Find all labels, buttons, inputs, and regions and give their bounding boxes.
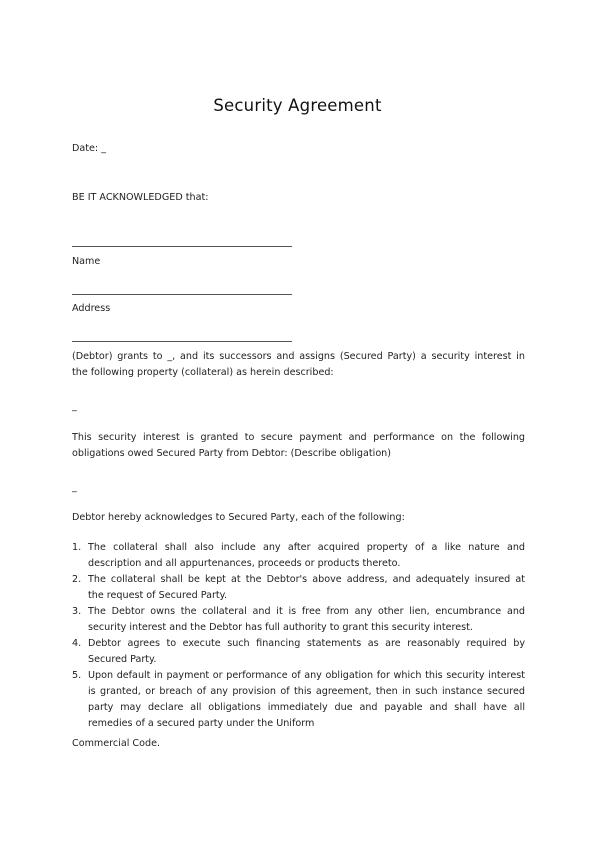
name-label: Name: [72, 256, 101, 267]
debtor-signature-rule: [72, 341, 292, 342]
secure-line-1: This security interest is granted to secure payment and performance on the following: [72, 432, 525, 443]
list-item-number: 1.: [72, 542, 82, 553]
list-item-line: The collateral shall be kept at the Debtor's above address, and adequately insured at: [88, 574, 525, 585]
list-item-number: 5.: [72, 670, 82, 681]
list-item-line: Secured Party.: [88, 654, 157, 665]
closing-line: Commercial Code.: [72, 738, 161, 749]
collateral-blank: _: [72, 401, 77, 412]
list-item-number: 3.: [72, 606, 82, 617]
address-signature-rule: [72, 294, 292, 295]
grant-line-2: the following property (collateral) as herein described:: [72, 367, 334, 378]
grant-paragraph: [72, 349, 525, 381]
list-item-line: is granted, or breach of any provision of this agreement, then in such instance secured: [88, 686, 525, 697]
list-item-line: The collateral shall also include any after acquired property of a like nature and: [88, 542, 525, 553]
list-item: [72, 668, 525, 732]
acknowledged-line: BE IT ACKNOWLEDGED that:: [72, 192, 209, 203]
list-item-line: Upon default in payment or performance of any obligation for which this security interest: [88, 670, 525, 681]
list-item-number: 4.: [72, 638, 82, 649]
debtor-acknowledgement: Debtor hereby acknowledges to Secured Party, each of the following:: [72, 512, 405, 523]
address-label: Address: [72, 303, 111, 314]
list-item-line: security interest and the Debtor has full authority to grant this security interest.: [88, 622, 473, 633]
list-item-line: description and all appurtenances, proceeds or products thereto.: [88, 558, 401, 569]
name-signature-rule: [72, 246, 292, 247]
date-line: Date: _: [72, 143, 107, 154]
list-item-line: Debtor agrees to execute such financing statements as are reasonably required by: [88, 638, 525, 649]
list-item: [72, 636, 525, 668]
list-item-line: remedies of a secured party under the Uniform: [88, 718, 315, 729]
secure-paragraph: [72, 430, 525, 462]
acknowledgement-list: [72, 540, 525, 732]
list-item-line: the request of Secured Party.: [88, 590, 228, 601]
document-title: Security Agreement: [213, 96, 382, 115]
list-item: [72, 572, 525, 604]
obligation-blank: _: [72, 482, 77, 493]
grant-line-1: (Debtor) grants to _, and its successors and assigns (Secured Party) a security interest in: [72, 351, 525, 362]
list-item-line: The Debtor owns the collateral and it is free from any other lien, encumbrance and: [88, 606, 525, 617]
list-item: [72, 540, 525, 572]
list-item: [72, 604, 525, 636]
list-item-number: 2.: [72, 574, 82, 585]
list-item-line: party may declare all obligations immediately due and payable and shall have all: [88, 702, 525, 713]
secure-line-2: obligations owed Secured Party from Debtor: (Describe obligation): [72, 448, 392, 459]
